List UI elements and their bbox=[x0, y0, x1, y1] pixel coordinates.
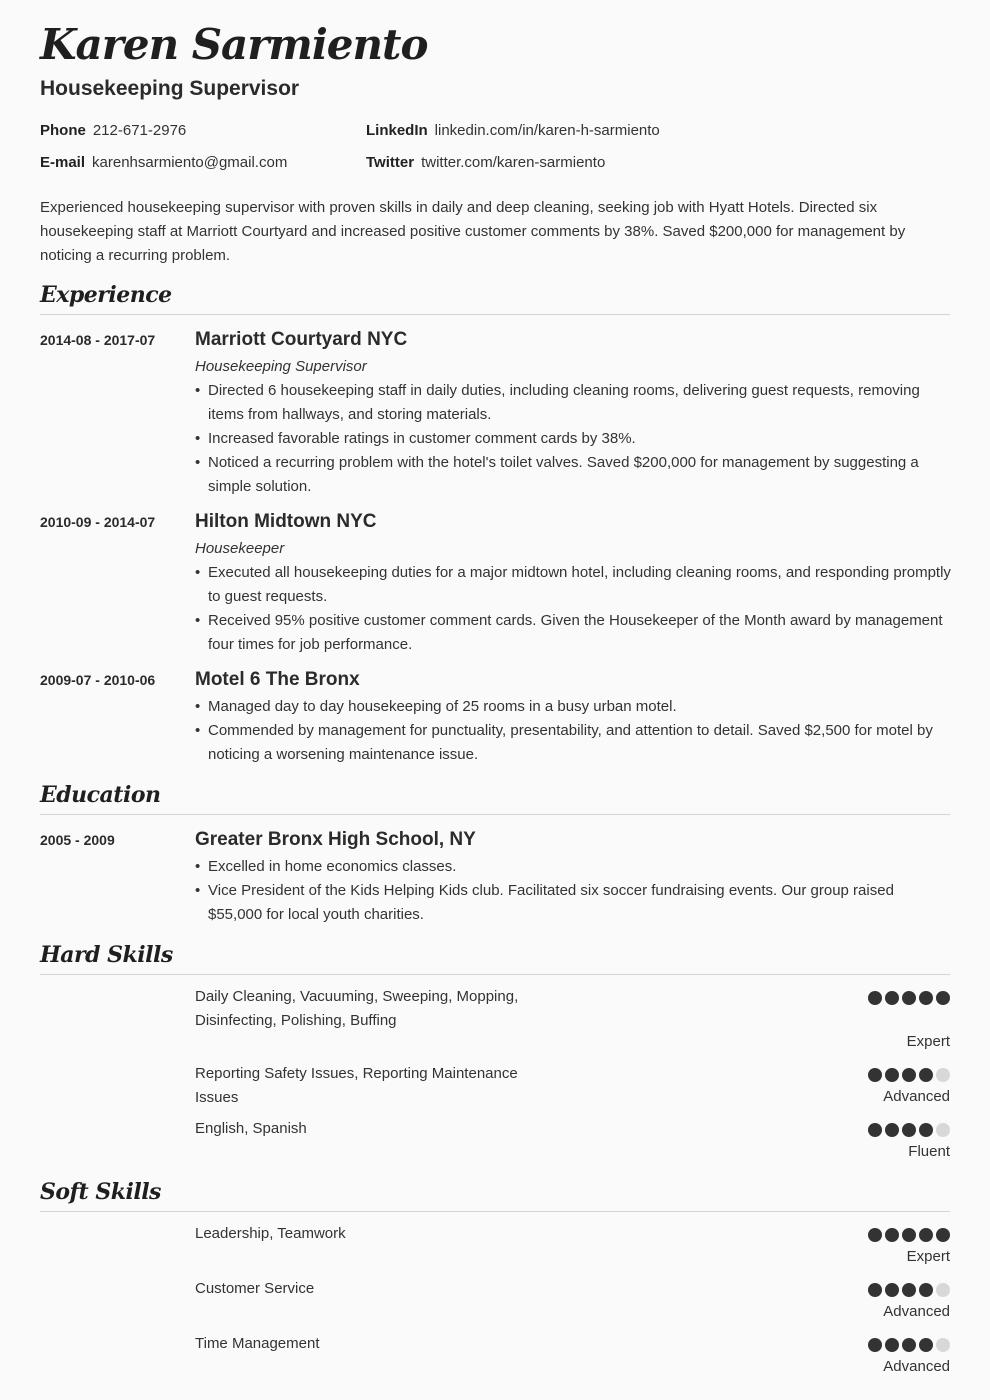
skill-rating bbox=[868, 1283, 950, 1297]
hard-skills-heading: Hard Skills bbox=[40, 942, 173, 968]
education-divider bbox=[40, 814, 950, 815]
bullet-item: • Directed 6 housekeeping staff in daily duties, including cleaning rooms, delivering guest requests, removing items from hallways, and storing materials. bbox=[195, 379, 952, 427]
entry-bullets bbox=[195, 561, 952, 657]
rating-dot-filled bbox=[919, 991, 933, 1005]
skill-name: Daily Cleaning, Vacuuming, Sweeping, Mopping, Disinfecting, Polishing, Buffing bbox=[195, 988, 519, 1029]
rating-dot-filled bbox=[885, 1123, 899, 1137]
rating-dot-filled bbox=[868, 1228, 882, 1242]
rating-dot-filled bbox=[885, 1228, 899, 1242]
email-label: E-mail bbox=[40, 154, 86, 171]
email-value: karenhsarmiento@gmail.com bbox=[92, 154, 288, 171]
bullet-item: • Noticed a recurring problem with the hotel's toilet valves. Saved $200,000 for management by suggesting a simple solution. bbox=[195, 451, 952, 499]
rating-dot-empty bbox=[936, 1283, 950, 1297]
education-heading: Education bbox=[40, 782, 161, 808]
entry-date: 2009-07 - 2010-06 bbox=[40, 672, 156, 688]
skill-rating bbox=[868, 1123, 950, 1137]
bullet-item: • Excelled in home economics classes. bbox=[195, 855, 952, 879]
bullet-item: • Increased favorable ratings in customer comment cards by 38%. bbox=[195, 427, 952, 451]
contact-linkedin bbox=[366, 122, 660, 139]
rating-dot-filled bbox=[936, 1228, 950, 1242]
skill-name: English, Spanish bbox=[195, 1120, 307, 1137]
entry-date: 2014-08 - 2017-07 bbox=[40, 332, 156, 348]
rating-dot-filled bbox=[902, 1068, 916, 1082]
skill-name: Leadership, Teamwork bbox=[195, 1225, 346, 1242]
rating-dot-filled bbox=[868, 1068, 882, 1082]
bullet-item: • Vice President of the Kids Helping Kids club. Facilitated six soccer fundraising events. Our group raised $55,000 for local youth charities. bbox=[195, 879, 952, 927]
entry-company: Motel 6 The Bronx bbox=[195, 669, 360, 690]
linkedin-value: linkedin.com/in/karen-h-sarmiento bbox=[434, 122, 660, 139]
phone-label: Phone bbox=[40, 122, 86, 139]
rating-dot-filled bbox=[902, 1338, 916, 1352]
rating-dot-filled bbox=[885, 1068, 899, 1082]
skill-name: Time Management bbox=[195, 1335, 320, 1352]
skill-rating bbox=[868, 991, 950, 1005]
rating-dot-filled bbox=[936, 991, 950, 1005]
contact-phone bbox=[40, 122, 186, 139]
summary-paragraph: Experienced housekeeping supervisor with proven skills in daily and deep cleaning, seeking job with Hyatt Hotels. Directed six housekeeping staff at Marriott Courtyard and increased positive customer comments by 38%. Saved $200,000 for management by noticing a recurring problem. bbox=[40, 199, 906, 264]
skill-level: Expert bbox=[906, 1033, 950, 1050]
experience-heading: Experience bbox=[40, 282, 172, 308]
rating-dot-filled bbox=[919, 1338, 933, 1352]
soft-skills-heading: Soft Skills bbox=[40, 1179, 161, 1205]
entry-company: Marriott Courtyard NYC bbox=[195, 329, 408, 350]
rating-dot-filled bbox=[902, 1283, 916, 1297]
skill-name: Customer Service bbox=[195, 1280, 315, 1297]
rating-dot-filled bbox=[919, 1283, 933, 1297]
contact-email bbox=[40, 154, 287, 171]
contact-twitter bbox=[366, 154, 605, 171]
bullet-item: • Commended by management for punctuality, presentability, and attention to detail. Saved $2,500 for motel by noticing a worsening maintenance issue. bbox=[195, 719, 952, 767]
skill-rating bbox=[868, 1068, 950, 1082]
skill-name: Reporting Safety Issues, Reporting Maintenance Issues bbox=[195, 1065, 518, 1106]
twitter-label: Twitter bbox=[366, 154, 415, 171]
candidate-name: Karen Sarmiento bbox=[40, 20, 428, 69]
candidate-title: Housekeeping Supervisor bbox=[40, 77, 300, 100]
rating-dot-filled bbox=[868, 991, 882, 1005]
entry-date: 2005 - 2009 bbox=[40, 832, 115, 848]
entry-school: Greater Bronx High School, NY bbox=[195, 829, 476, 850]
rating-dot-filled bbox=[868, 1338, 882, 1352]
rating-dot-empty bbox=[936, 1123, 950, 1137]
skill-level: Advanced bbox=[883, 1358, 950, 1375]
entry-role: Housekeeping Supervisor bbox=[195, 358, 367, 375]
rating-dot-empty bbox=[936, 1338, 950, 1352]
rating-dot-filled bbox=[919, 1068, 933, 1082]
rating-dot-filled bbox=[885, 1338, 899, 1352]
skill-level: Expert bbox=[906, 1248, 950, 1265]
rating-dot-filled bbox=[868, 1123, 882, 1137]
rating-dot-empty bbox=[936, 1068, 950, 1082]
entry-bullets bbox=[195, 695, 952, 767]
rating-dot-filled bbox=[919, 1228, 933, 1242]
entry-bullets bbox=[195, 855, 952, 927]
skill-level: Fluent bbox=[908, 1143, 950, 1160]
experience-divider bbox=[40, 314, 950, 315]
rating-dot-filled bbox=[902, 1228, 916, 1242]
rating-dot-filled bbox=[919, 1123, 933, 1137]
rating-dot-filled bbox=[902, 1123, 916, 1137]
bullet-item: • Managed day to day housekeeping of 25 rooms in a busy urban motel. bbox=[195, 695, 952, 719]
entry-date: 2010-09 - 2014-07 bbox=[40, 514, 156, 530]
bullet-item: • Received 95% positive customer comment cards. Given the Housekeeper of the Month award by management four times for job performance. bbox=[195, 609, 952, 657]
rating-dot-filled bbox=[885, 991, 899, 1005]
soft-skills-divider bbox=[40, 1211, 950, 1212]
skill-rating bbox=[868, 1228, 950, 1242]
rating-dot-filled bbox=[902, 991, 916, 1005]
entry-role: Housekeeper bbox=[195, 540, 285, 557]
phone-value: 212-671-2976 bbox=[92, 122, 187, 139]
rating-dot-filled bbox=[885, 1283, 899, 1297]
linkedin-label: LinkedIn bbox=[366, 122, 428, 139]
twitter-value: twitter.com/karen-sarmiento bbox=[421, 154, 606, 171]
entry-bullets bbox=[195, 379, 952, 499]
skill-rating bbox=[868, 1338, 950, 1352]
bullet-item: • Executed all housekeeping duties for a major midtown hotel, including cleaning rooms, and responding promptly to guest requests. bbox=[195, 561, 952, 609]
skill-level: Advanced bbox=[883, 1088, 950, 1105]
rating-dot-filled bbox=[868, 1283, 882, 1297]
skill-level: Advanced bbox=[883, 1303, 950, 1320]
entry-company: Hilton Midtown NYC bbox=[195, 511, 377, 532]
hard-skills-divider bbox=[40, 974, 950, 975]
